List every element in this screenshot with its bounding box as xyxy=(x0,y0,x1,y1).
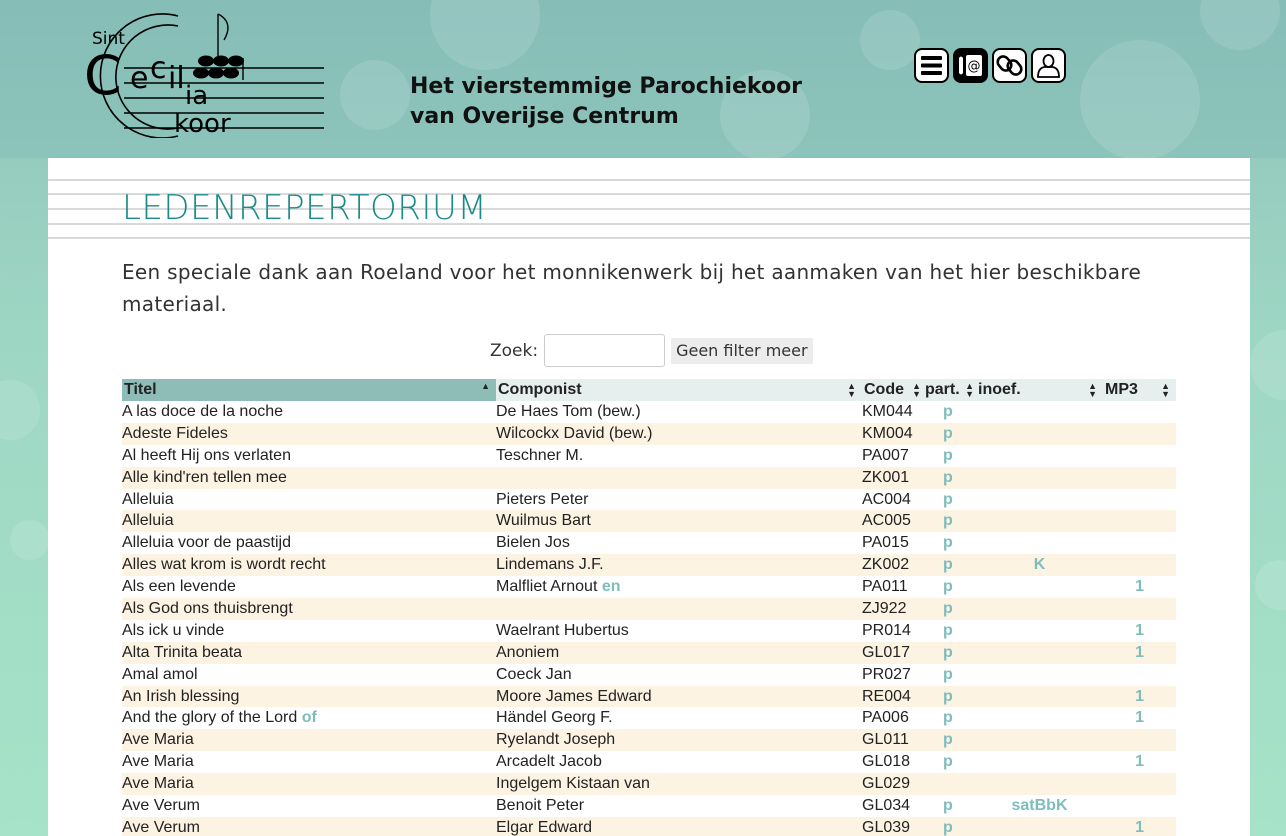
cell-composer xyxy=(496,598,862,620)
cell-inoef xyxy=(976,489,1103,511)
search-input[interactable] xyxy=(544,334,665,367)
cell-mp3 xyxy=(1103,751,1176,773)
cell-code: GL034 xyxy=(862,795,923,817)
svg-text:koor: koor xyxy=(174,109,231,138)
part-link[interactable]: p xyxy=(943,796,953,814)
cell-title xyxy=(122,554,496,576)
table-row xyxy=(122,642,1176,664)
table-row xyxy=(122,423,1176,445)
column-header-part[interactable] xyxy=(923,379,976,401)
cell-composer xyxy=(496,795,862,817)
cell-composer xyxy=(496,642,862,664)
cell-composer xyxy=(496,510,862,532)
page-title: LEDENREPERTORIUM xyxy=(122,188,488,228)
part-link[interactable]: p xyxy=(943,621,953,639)
table-row xyxy=(122,467,1176,489)
svg-text:ia: ia xyxy=(185,81,209,111)
table-row xyxy=(122,707,1176,729)
composer-name: Waelrant Hubertus xyxy=(496,621,629,639)
song-title: Ave Maria xyxy=(122,753,194,771)
song-title: Alleluia xyxy=(122,490,174,508)
composer-name: Wuilmus Bart xyxy=(496,512,591,530)
link-icon xyxy=(996,52,1023,79)
cell-part xyxy=(923,686,976,708)
mp3-link[interactable]: 1 xyxy=(1135,818,1144,836)
svg-text:il: il xyxy=(168,61,185,96)
cell-code: PA006 xyxy=(862,707,923,729)
composer-name: Anoniem xyxy=(496,643,560,661)
cell-part xyxy=(923,729,976,751)
cell-part xyxy=(923,554,976,576)
cell-title xyxy=(122,576,496,598)
cell-title xyxy=(122,467,496,489)
cell-part xyxy=(923,532,976,554)
mp3-link[interactable]: 1 xyxy=(1135,753,1144,771)
cell-composer xyxy=(496,686,862,708)
sort-asc-icon: ▲ xyxy=(481,381,490,391)
cell-title xyxy=(122,773,496,795)
cell-inoef xyxy=(976,773,1103,795)
part-link[interactable]: p xyxy=(943,709,953,727)
cell-part xyxy=(923,598,976,620)
part-link[interactable]: p xyxy=(943,556,953,574)
song-title: Alta Trinita beata xyxy=(122,643,243,661)
cell-part xyxy=(923,773,976,795)
table-row xyxy=(122,773,1176,795)
table-row xyxy=(122,795,1176,817)
column-header-componist[interactable] xyxy=(496,379,862,401)
cell-composer xyxy=(496,576,862,598)
part-link[interactable]: p xyxy=(943,665,953,683)
contact-icon xyxy=(957,52,984,79)
song-title: Ave Maria xyxy=(122,775,194,793)
cell-composer xyxy=(496,664,862,686)
cell-title xyxy=(122,707,496,729)
composer-name: Ingelgem Kistaan van xyxy=(496,775,650,793)
cell-part xyxy=(923,707,976,729)
site-title-line2: van Overijse Centrum xyxy=(410,104,679,129)
song-title: Ave Verum xyxy=(122,818,200,836)
cell-composer xyxy=(496,445,862,467)
column-header-titel[interactable] xyxy=(122,379,496,401)
cell-code: PA011 xyxy=(862,576,923,598)
column-header-code[interactable] xyxy=(862,379,923,401)
cell-mp3 xyxy=(1103,576,1176,598)
column-header-label: inoef. xyxy=(978,381,1021,398)
cell-mp3 xyxy=(1103,795,1176,817)
cell-code: PR027 xyxy=(862,664,923,686)
cell-mp3 xyxy=(1103,707,1176,729)
table-row xyxy=(122,445,1176,467)
mp3-link[interactable]: 1 xyxy=(1135,643,1144,661)
cell-code: ZJ922 xyxy=(862,598,923,620)
part-link[interactable]: p xyxy=(943,424,953,442)
cell-title xyxy=(122,686,496,708)
song-title: Als ick u vinde xyxy=(122,621,225,639)
cell-mp3 xyxy=(1103,620,1176,642)
cell-mp3 xyxy=(1103,467,1176,489)
cell-inoef xyxy=(976,532,1103,554)
cell-part xyxy=(923,489,976,511)
staff-line-decoration xyxy=(48,179,1250,181)
cell-mp3 xyxy=(1103,664,1176,686)
song-title: Ave Maria xyxy=(122,731,194,749)
song-title: Als God ons thuisbrengt xyxy=(122,599,293,617)
cell-part xyxy=(923,795,976,817)
table-row xyxy=(122,401,1176,423)
table-row xyxy=(122,576,1176,598)
cell-part xyxy=(923,751,976,773)
part-link[interactable]: p xyxy=(943,643,953,661)
login-button[interactable] xyxy=(1031,48,1066,83)
cell-code: KM004 xyxy=(862,423,923,445)
table-row xyxy=(122,620,1176,642)
mp3-link[interactable]: 1 xyxy=(1135,687,1144,705)
cell-title xyxy=(122,510,496,532)
svg-text:C: C xyxy=(84,44,122,107)
composer-name: Lindemans J.F. xyxy=(496,556,604,574)
table-header-row xyxy=(122,379,1176,401)
cell-part xyxy=(923,510,976,532)
part-link[interactable]: p xyxy=(943,818,953,836)
cell-composer xyxy=(496,401,862,423)
cell-inoef xyxy=(976,664,1103,686)
cell-title xyxy=(122,423,496,445)
svg-text:Sint: Sint xyxy=(92,29,125,49)
composer-name: Bielen Jos xyxy=(496,534,570,552)
sort-both-icon: ▲ ▼ xyxy=(1088,381,1097,399)
composer-name: Ryelandt Joseph xyxy=(496,731,616,749)
composer-name: Arcadelt Jacob xyxy=(496,753,602,771)
cell-title xyxy=(122,489,496,511)
cell-composer xyxy=(496,751,862,773)
column-header-inoef[interactable] xyxy=(976,379,1103,401)
cell-code: GL017 xyxy=(862,642,923,664)
cell-inoef xyxy=(976,510,1103,532)
cell-code: PA015 xyxy=(862,532,923,554)
composer-name: De Haes Tom (bew.) xyxy=(496,402,641,420)
column-header-label: part. xyxy=(925,381,960,398)
cell-code: GL039 xyxy=(862,817,923,836)
part-link[interactable]: p xyxy=(943,490,953,508)
mp3-link[interactable]: 1 xyxy=(1135,709,1144,727)
cell-code: GL029 xyxy=(862,773,923,795)
sort-both-icon: ▲ ▼ xyxy=(912,381,921,399)
table-row xyxy=(122,510,1176,532)
cell-code: ZK002 xyxy=(862,554,923,576)
cell-inoef xyxy=(976,686,1103,708)
cell-inoef xyxy=(976,795,1103,817)
cell-mp3 xyxy=(1103,554,1176,576)
part-link[interactable]: p xyxy=(943,512,953,530)
cell-code: RE004 xyxy=(862,686,923,708)
composer-name: Wilcockx David (bew.) xyxy=(496,424,653,442)
cell-mp3 xyxy=(1103,642,1176,664)
composer-name: Malfliet Arnout xyxy=(496,578,598,596)
song-title: An Irish blessing xyxy=(122,687,240,705)
cell-part xyxy=(923,642,976,664)
contact-button[interactable] xyxy=(953,48,988,83)
column-header-label: Componist xyxy=(498,381,582,398)
song-title: Ave Verum xyxy=(122,796,200,814)
cell-part xyxy=(923,620,976,642)
user-icon xyxy=(1035,52,1062,79)
table-row xyxy=(122,686,1176,708)
site-title-line1: Het vierstemmige Parochiekoor xyxy=(410,74,803,99)
song-title: Adeste Fideles xyxy=(122,424,228,442)
mp3-link[interactable]: 1 xyxy=(1135,621,1144,639)
cell-inoef xyxy=(976,620,1103,642)
table-row xyxy=(122,532,1176,554)
cell-title xyxy=(122,532,496,554)
song-title: Amal amol xyxy=(122,665,198,683)
cell-inoef xyxy=(976,401,1103,423)
cell-mp3 xyxy=(1103,401,1176,423)
part-link[interactable]: p xyxy=(943,578,953,596)
cell-mp3 xyxy=(1103,532,1176,554)
table-row xyxy=(122,817,1176,836)
part-link[interactable]: p xyxy=(943,402,953,420)
composer-name: Moore James Edward xyxy=(496,687,652,705)
cell-mp3 xyxy=(1103,773,1176,795)
cell-code: AC005 xyxy=(862,510,923,532)
cell-part xyxy=(923,817,976,836)
svg-text:c: c xyxy=(150,51,167,86)
links-button[interactable] xyxy=(992,48,1027,83)
cell-title xyxy=(122,445,496,467)
composer-name: Händel Georg F. xyxy=(496,709,613,727)
song-title: Alleluia xyxy=(122,512,174,530)
column-header-label: Titel xyxy=(124,381,157,398)
cell-composer xyxy=(496,532,862,554)
cell-composer xyxy=(496,467,862,489)
cell-composer xyxy=(496,489,862,511)
cell-part xyxy=(923,423,976,445)
cell-mp3 xyxy=(1103,729,1176,751)
cell-mp3 xyxy=(1103,423,1176,445)
menu-button[interactable] xyxy=(914,48,949,83)
table-row xyxy=(122,598,1176,620)
cell-part xyxy=(923,576,976,598)
cell-code: PA007 xyxy=(862,445,923,467)
song-title: Alle kind'ren tellen mee xyxy=(122,468,287,486)
main-content xyxy=(48,158,1250,836)
cell-code: PR014 xyxy=(862,620,923,642)
menu-icon xyxy=(918,52,945,79)
cell-inoef xyxy=(976,598,1103,620)
cell-inoef xyxy=(976,445,1103,467)
cell-mp3 xyxy=(1103,510,1176,532)
staff-line-decoration xyxy=(48,237,1250,239)
clear-filter-button[interactable]: Geen filter meer xyxy=(671,338,812,364)
table-row xyxy=(122,664,1176,686)
cell-title xyxy=(122,620,496,642)
sort-both-icon: ▲ ▼ xyxy=(847,381,856,399)
column-header-label: Code xyxy=(864,381,904,398)
cell-title xyxy=(122,598,496,620)
cell-inoef xyxy=(976,467,1103,489)
composer-name: Benoit Peter xyxy=(496,796,585,814)
table-row xyxy=(122,729,1176,751)
song-title: Al heeft Hij ons verlaten xyxy=(122,446,291,464)
search-bar xyxy=(490,334,813,367)
cell-composer xyxy=(496,554,862,576)
cell-title xyxy=(122,401,496,423)
table-row xyxy=(122,489,1176,511)
cell-composer xyxy=(496,773,862,795)
cell-composer xyxy=(496,620,862,642)
cell-inoef xyxy=(976,751,1103,773)
cell-part xyxy=(923,445,976,467)
search-label: Zoek: xyxy=(490,340,539,361)
column-header-mp3[interactable] xyxy=(1103,379,1176,401)
cell-title xyxy=(122,751,496,773)
site-title xyxy=(410,72,802,132)
part-link[interactable]: p xyxy=(943,753,953,771)
cell-mp3 xyxy=(1103,598,1176,620)
cell-mp3 xyxy=(1103,686,1176,708)
song-title: Als een levende xyxy=(122,578,236,596)
cell-inoef xyxy=(976,817,1103,836)
cell-title xyxy=(122,642,496,664)
part-link[interactable]: p xyxy=(943,687,953,705)
cell-code: AC004 xyxy=(862,489,923,511)
cell-inoef xyxy=(976,642,1103,664)
svg-text:e: e xyxy=(130,61,149,96)
table-row xyxy=(122,751,1176,773)
cell-composer xyxy=(496,707,862,729)
cell-inoef xyxy=(976,729,1103,751)
song-title: Alles wat krom is wordt recht xyxy=(122,556,326,574)
cell-inoef xyxy=(976,423,1103,445)
cell-composer xyxy=(496,729,862,751)
composer-name: Elgar Edward xyxy=(496,818,593,836)
repertoire-table xyxy=(122,379,1176,836)
cell-part xyxy=(923,401,976,423)
part-link[interactable]: p xyxy=(943,534,953,552)
part-link[interactable]: p xyxy=(943,446,953,464)
cell-code: KM044 xyxy=(862,401,923,423)
composer-name: Pieters Peter xyxy=(496,490,589,508)
cell-title xyxy=(122,664,496,686)
site-header xyxy=(0,0,1286,158)
svg-text:@: @ xyxy=(967,59,981,74)
cell-title xyxy=(122,729,496,751)
sort-both-icon: ▲ ▼ xyxy=(965,381,974,399)
intro-text: Een speciale dank aan Roeland voor het monnikenwerk bij het aanmaken van het hier beschikbare materiaal. xyxy=(122,260,1142,316)
title-link[interactable]: of xyxy=(301,709,317,727)
inoef-link[interactable]: K xyxy=(1033,556,1046,574)
header-icon-bar xyxy=(914,48,1066,83)
part-link[interactable]: p xyxy=(943,468,953,486)
cell-code: ZK001 xyxy=(862,467,923,489)
cell-title xyxy=(122,817,496,836)
cell-title xyxy=(122,795,496,817)
part-link[interactable]: p xyxy=(943,599,953,617)
sort-both-icon: ▲ ▼ xyxy=(1161,381,1170,399)
inoef-link[interactable]: satBbK xyxy=(1011,796,1068,814)
table-body xyxy=(122,401,1176,836)
cell-code: GL018 xyxy=(862,751,923,773)
cell-mp3 xyxy=(1103,445,1176,467)
song-title: Alleluia voor de paastijd xyxy=(122,534,291,552)
song-title: And the glory of the Lord xyxy=(122,709,298,727)
cell-mp3 xyxy=(1103,489,1176,511)
cell-inoef xyxy=(976,554,1103,576)
cell-composer xyxy=(496,817,862,836)
cell-code: GL011 xyxy=(862,729,923,751)
composer-link[interactable]: en xyxy=(601,578,621,596)
song-title: A las doce de la noche xyxy=(122,402,284,420)
table-row xyxy=(122,554,1176,576)
cell-composer xyxy=(496,423,862,445)
cell-part xyxy=(923,467,976,489)
composer-name: Coeck Jan xyxy=(496,665,572,683)
part-link[interactable]: p xyxy=(943,731,953,749)
choir-logo[interactable] xyxy=(58,6,328,138)
mp3-link[interactable]: 1 xyxy=(1135,578,1144,596)
composer-name: Teschner M. xyxy=(496,446,584,464)
cell-mp3 xyxy=(1103,817,1176,836)
cell-inoef xyxy=(976,707,1103,729)
column-header-label: MP3 xyxy=(1105,381,1138,398)
cell-part xyxy=(923,664,976,686)
cell-inoef xyxy=(976,576,1103,598)
